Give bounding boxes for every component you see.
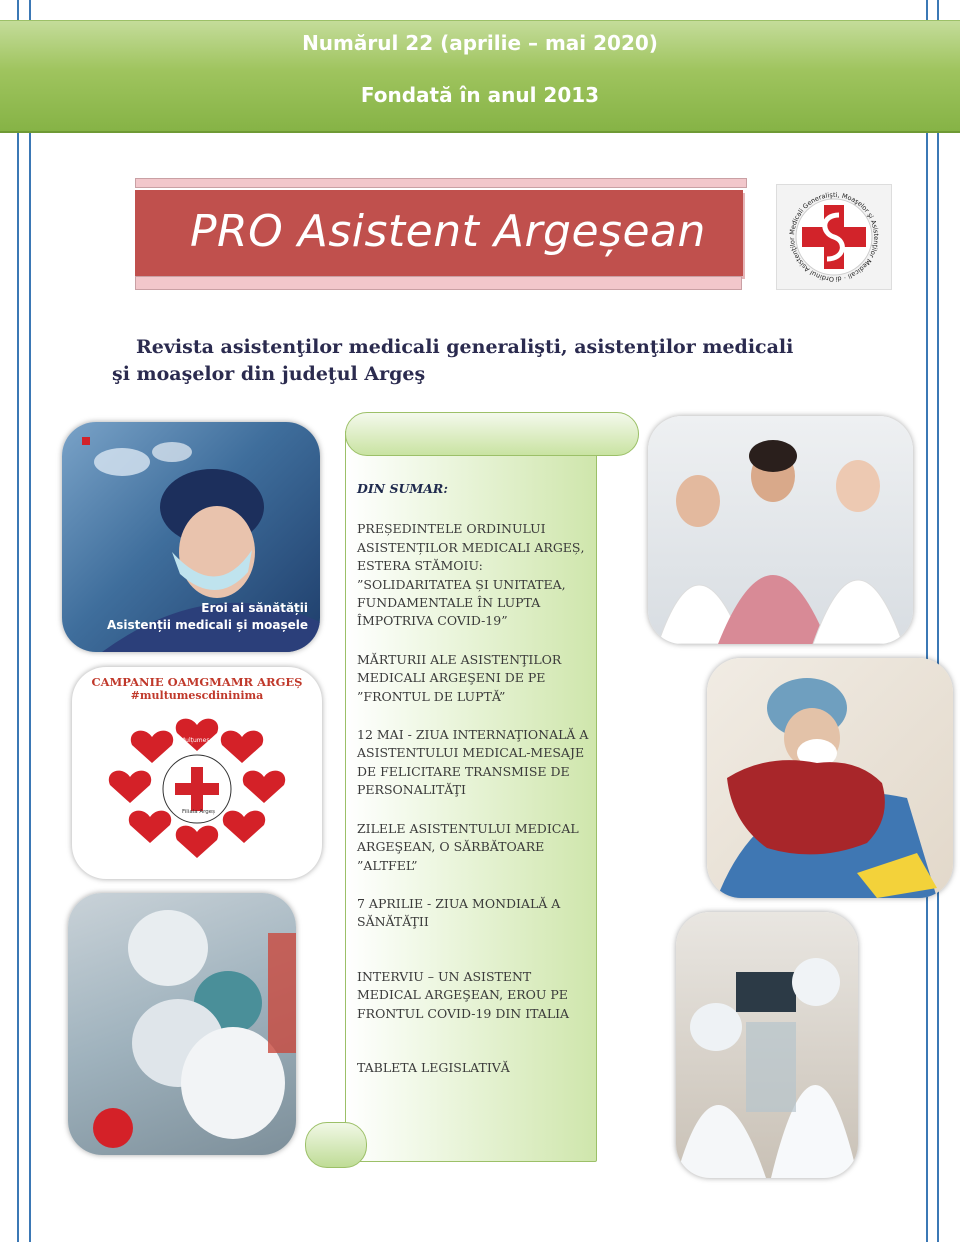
scroll-top-roll: [345, 412, 639, 456]
summary-item: ZILELE ASISTENTULUI MEDICAL ARGEŞEAN, O SĂRBĂTOARE ”ALTFEL”: [357, 820, 579, 873]
summary-item: INTERVIU – UN ASISTENT MEDICAL ARGEŞEAN, EROU PE FRONTUL COVID-19 DIN ITALIA: [357, 968, 570, 1021]
issue-number: Numărul 22 (aprilie – mai 2020): [302, 31, 658, 55]
logo-emblem-icon: [777, 185, 891, 289]
campaign-hashtag: #multumescdininima: [130, 689, 264, 702]
title-ribbon-bottom: [135, 276, 742, 290]
photo-icu-staff: [676, 912, 858, 1178]
summary-list: [357, 480, 595, 1097]
summary-item: MĂRTURII ALE ASISTENŢILOR MEDICALI ARGEŞENI DE PE ”FRONTUL DE LUPTĂ”: [357, 651, 562, 704]
frame-line-right-outer: [937, 0, 939, 1242]
photo-surgical-nurse: [62, 422, 320, 652]
summary-item: PREȘEDINTELE ORDINULUI ASISTENȚILOR MEDICALI ARGEȘ, ESTERA STĂMOIU: ”SOLIDARITATEA ȘI UNITATEA, FUNDAMENTALE ÎN LUPTA ÎMPOTRIVA COVID-19”: [357, 521, 585, 629]
founded-year: Fondată în anul 2013: [360, 83, 600, 107]
logo-center-label: Filiala Argeș: [182, 809, 216, 815]
frame-line-left-outer: [17, 0, 19, 1242]
photo-three-nurses: [648, 416, 913, 644]
summary-item: 12 MAI - ZIUA INTERNAŢIONALĂ A ASISTENTULUI MEDICAL-MESAJE DE FELICITARE TRANSMISE DE PERSONALITĂŢI: [357, 727, 589, 798]
frame-line-right-inner: [926, 0, 928, 1242]
nurse-caption-heroes: Eroi ai sănătății: [201, 601, 308, 615]
summary-item: 7 APRILIE - ZIUA MONDIALĂ A SĂNĂTĂŢII: [357, 895, 561, 930]
photo-nurse-romania-map: [707, 658, 953, 898]
summary-item: TABLETA LEGISLATIVĂ: [357, 1059, 510, 1075]
magazine-title: PRO Asistent Argeșean: [190, 206, 706, 257]
nurse-caption-nurses: Asistenții medicali și moașele: [106, 618, 308, 632]
summary-heading: DIN SUMAR:: [357, 481, 448, 496]
photo-staff-ppe: [68, 893, 296, 1155]
oamgmamr-logo: [776, 184, 892, 290]
svg-text:Ordinul Asistenţilor Medicali: Ordinul Asistenţilor Medicali Generalişti, Moaşelor şi Asistenţilor Medicali · di: [788, 190, 881, 284]
scroll-bottom-roll: [305, 1122, 367, 1168]
heart-label: Mulțumesc!: [180, 737, 216, 744]
header-banner: [0, 20, 960, 133]
photo-campaign-poster: [72, 667, 322, 879]
campaign-title: CAMPANIE OAMGMAMR ARGEȘ: [91, 675, 303, 689]
title-ribbon-top: [135, 178, 747, 188]
magazine-subtitle: Revista asistenţilor medicali generalişti, asistenţilor medicali şi moaşelor din judeţul Argeş: [112, 336, 794, 385]
title-box: [135, 190, 743, 276]
frame-line-left-inner: [29, 0, 31, 1242]
